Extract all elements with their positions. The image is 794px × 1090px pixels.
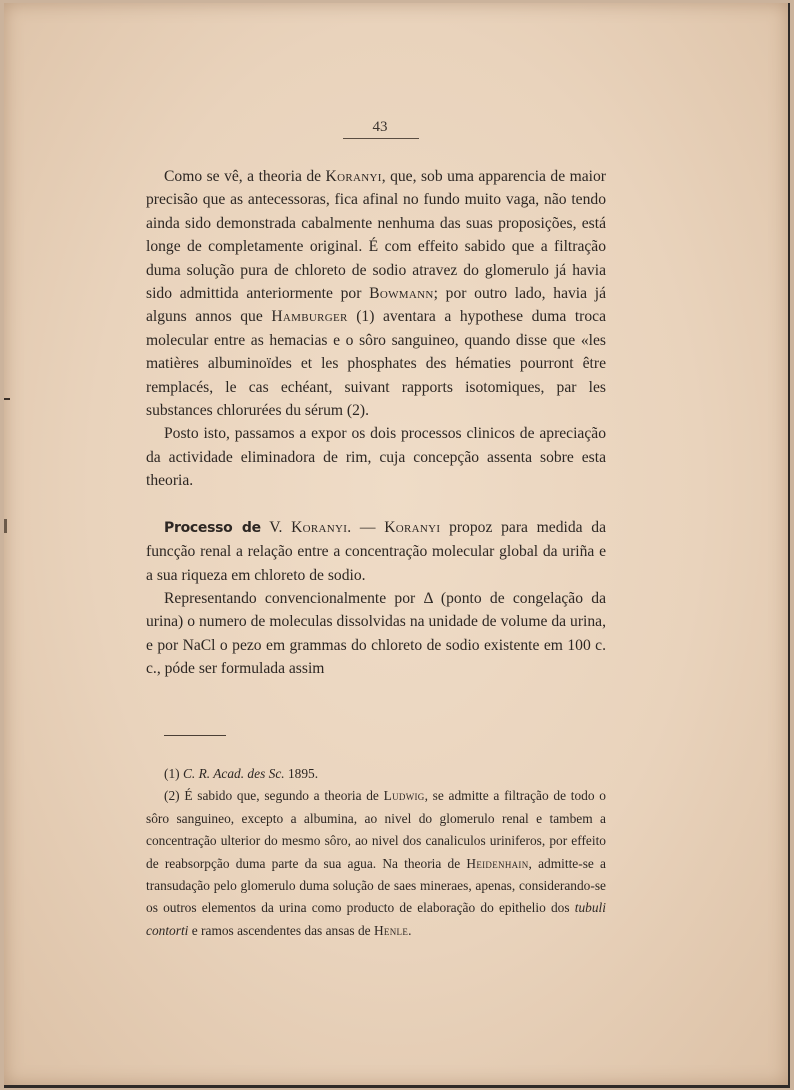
paragraph <box>146 165 606 422</box>
edge-mark <box>4 398 10 400</box>
text-run: (2) É sabido que, segundo a theoria de <box>164 788 384 804</box>
text-run: , se admitte a filtração de todo o sôro sanguineo, excepto a albumina, ao nivel do glomerulo renal e tambem a concentração ulterior do mesmo sôro, ao nivel dos canaliculos uriniferos, por effeito de reabsorpção duma parte da sua agua. Na theoria de <box>146 788 606 871</box>
paragraph: Representando convencionalmente por Δ (ponto de congelação da urina) o numero de moleculas dissolvidas na unidade de volume da urina, e por NaCl o pezo em grammas do chloreto de sodio existente em 100 c. c., póde ser formulada assim <box>146 589 606 678</box>
paragraph: Posto isto, passamos a expor os dois processos clinicos de apreciação da actividade eliminadora de rim, cuja concepção assenta sobre esta theoria. <box>146 425 606 490</box>
author-name: Bowmann <box>369 285 434 303</box>
text-run: e ramos ascendentes das ansas de <box>188 922 374 938</box>
text-run: propoz para medida da funcção renal a relação entre a concentração molecular global da uriña e a sua riqueza em chloreto de sodio. <box>146 518 606 584</box>
body-text <box>146 165 606 681</box>
footnote-2 <box>146 785 606 942</box>
edge-mark <box>4 519 7 533</box>
footnotes <box>146 763 606 942</box>
citation: C. R. Acad. des Sc. <box>182 766 285 781</box>
author-name: Koranyi <box>384 518 441 536</box>
text-run: , admitte-se a transudação pelo glomerulo duma solução de saes mineraes, apenas, considerando-se os outros elementos da urina como producto de elaboração do epithelio dos <box>146 855 606 916</box>
footnote-marker: (1) <box>164 766 183 781</box>
text-run: V. <box>260 518 292 536</box>
text-run: . — <box>347 518 385 536</box>
author-name: Ludwig <box>383 788 425 804</box>
text-run: (1) aventara a hypothese duma troca molecular entre as hemacias e o sôro sanguineo, quando disse que «les matières albuminoïdes et les phosphates des hématies pourront être remplacés, le cas echéant, suivant rapports isotomiques, par les substances chlorurées du sérum (2). <box>146 308 606 420</box>
author-name: Hamburger <box>271 308 348 326</box>
text-run: Como se vê, a theoria de <box>164 168 326 185</box>
text-run: . <box>408 922 412 938</box>
author-name: Koranyi <box>291 518 348 536</box>
header-rule <box>343 138 419 139</box>
text-run: , que, sob uma apparencia de maior precisão que as antecessoras, fica afinal no fundo muito vaga, não tendo ainda sido demonstrada cabalmente nenhuma das suas proposições, está longe de completamente original. É com effeito sabido que a filtração duma solução pura de chloreto de sodio atravez do glomerulo já havia sido admittida anteriormente por <box>146 168 606 303</box>
section-paragraph <box>146 516 606 587</box>
footnote-rule <box>164 735 226 736</box>
book-page <box>4 3 790 1088</box>
text-run: ; por outro lado, havia já alguns annos que <box>146 285 607 326</box>
page-number: 43 <box>372 119 388 135</box>
footnote-1 <box>146 763 606 785</box>
author-name: Henle <box>373 922 409 938</box>
section-gap <box>146 493 606 516</box>
citation-year: 1895. <box>284 766 319 781</box>
author-name: Koranyi <box>325 168 382 185</box>
section-heading: Processo de <box>164 519 261 536</box>
author-name: Heidenhain <box>466 855 529 871</box>
latin-term: tubuli contorti <box>146 900 606 938</box>
